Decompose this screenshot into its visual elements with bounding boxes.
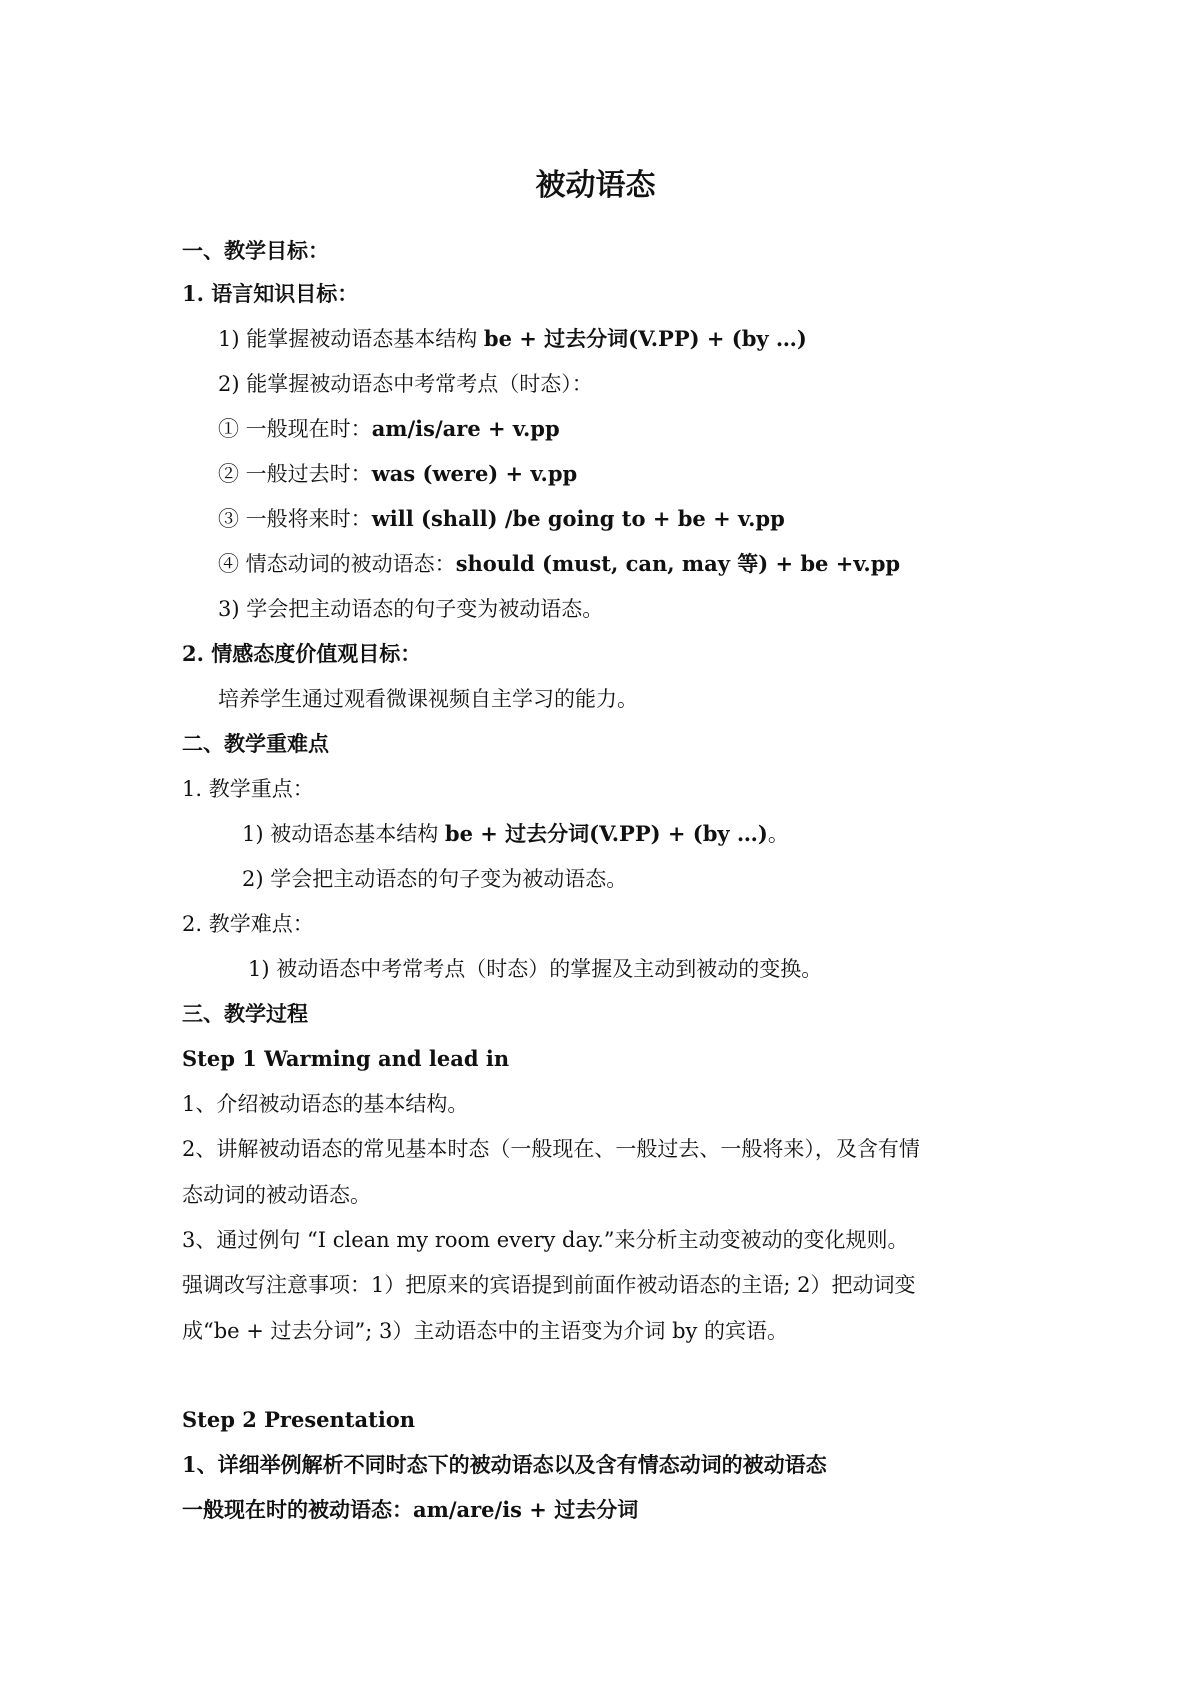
tense-item-past-formula: was (were) + v.pp [371, 461, 578, 486]
tense-item-present [218, 414, 560, 444]
difficulty-item-1: 1) 被动语态中考常考点（时态）的掌握及主动到被动的变换。 [248, 957, 823, 981]
focus-item-1-text: 1) 被动语态基本结构 [242, 822, 445, 846]
tense-item-future-formula: will (shall) /be going to + be + v.pp [371, 506, 785, 531]
step-2-item-1: 1、详细举例解析不同时态下的被动语态以及含有情态动词的被动语态 [182, 1452, 827, 1477]
objective-1-formula: be + 过去分词(V.PP) + (by …) [483, 326, 807, 351]
tense-item-present-formula: am/is/are + v.pp [371, 416, 560, 441]
step-1-note-line-2: 成“be + 过去分词”; 3）主动语态中的主语变为介词 by 的宾语。 [182, 1319, 789, 1343]
tense-item-past [218, 459, 577, 489]
tense-item-present-label: ① 一般现在时： [218, 417, 372, 441]
tense-item-modal [218, 549, 900, 579]
focus-label: 1. 教学重点： [182, 777, 314, 801]
tense-item-modal-formula: should (must, can, may 等) + be +v.pp [455, 551, 901, 576]
section-heading-objectives: 一、教学目标： [182, 238, 329, 263]
step-1-item-1: 1、介绍被动语态的基本结构。 [182, 1092, 469, 1116]
section-heading-process: 三、教学过程 [182, 1001, 308, 1026]
focus-item-1-suffix: 。 [767, 822, 789, 846]
tense-item-past-label: ② 一般过去时： [218, 462, 372, 486]
objective-1 [218, 324, 807, 354]
objective-1-text: 1) 能掌握被动语态基本结构 [218, 327, 484, 351]
step-1-item-2-line-1: 2、讲解被动语态的常见基本时态（一般现在、一般过去、一般将来），及含有情 [182, 1137, 920, 1161]
subheading-affective-objectives: 2. 情感态度价值观目标： [182, 641, 422, 666]
affective-objective-text: 培养学生通过观看微课视频自主学习的能力。 [218, 687, 638, 711]
objective-2: 2) 能掌握被动语态中考常考点（时态）： [218, 372, 593, 396]
tense-item-modal-label: ④ 情态动词的被动语态： [218, 552, 456, 576]
focus-item-1-formula: be + 过去分词(V.PP) + (by …) [444, 821, 768, 846]
difficulty-label: 2. 教学难点： [182, 912, 314, 936]
objective-3: 3) 学会把主动语态的句子变为被动语态。 [218, 597, 604, 621]
tense-item-future [218, 504, 785, 534]
document-title: 被动语态 [535, 168, 656, 203]
subheading-knowledge-objectives: 1. 语言知识目标： [182, 281, 359, 306]
step-2-heading: Step 2 Presentation [182, 1407, 416, 1432]
section-heading-key-points: 二、教学重难点 [182, 731, 329, 756]
tense-item-future-label: ③ 一般将来时： [218, 507, 372, 531]
step-1-item-2-line-2: 态动词的被动语态。 [182, 1183, 371, 1207]
step-1-heading: Step 1 Warming and lead in [182, 1046, 510, 1071]
focus-item-2: 2) 学会把主动语态的句子变为被动语态。 [242, 867, 628, 891]
step-1-item-3: 3、通过例句 “I clean my room every day.”来分析主动变被动的变化规则。 [182, 1228, 909, 1252]
step-1-note-line-1: 强调改写注意事项：1）把原来的宾语提到前面作被动语态的主语; 2）把动词变 [182, 1273, 916, 1297]
step-2-present-passive: 一般现在时的被动语态：am/are/is + 过去分词 [182, 1497, 639, 1522]
focus-item-1 [242, 819, 789, 849]
